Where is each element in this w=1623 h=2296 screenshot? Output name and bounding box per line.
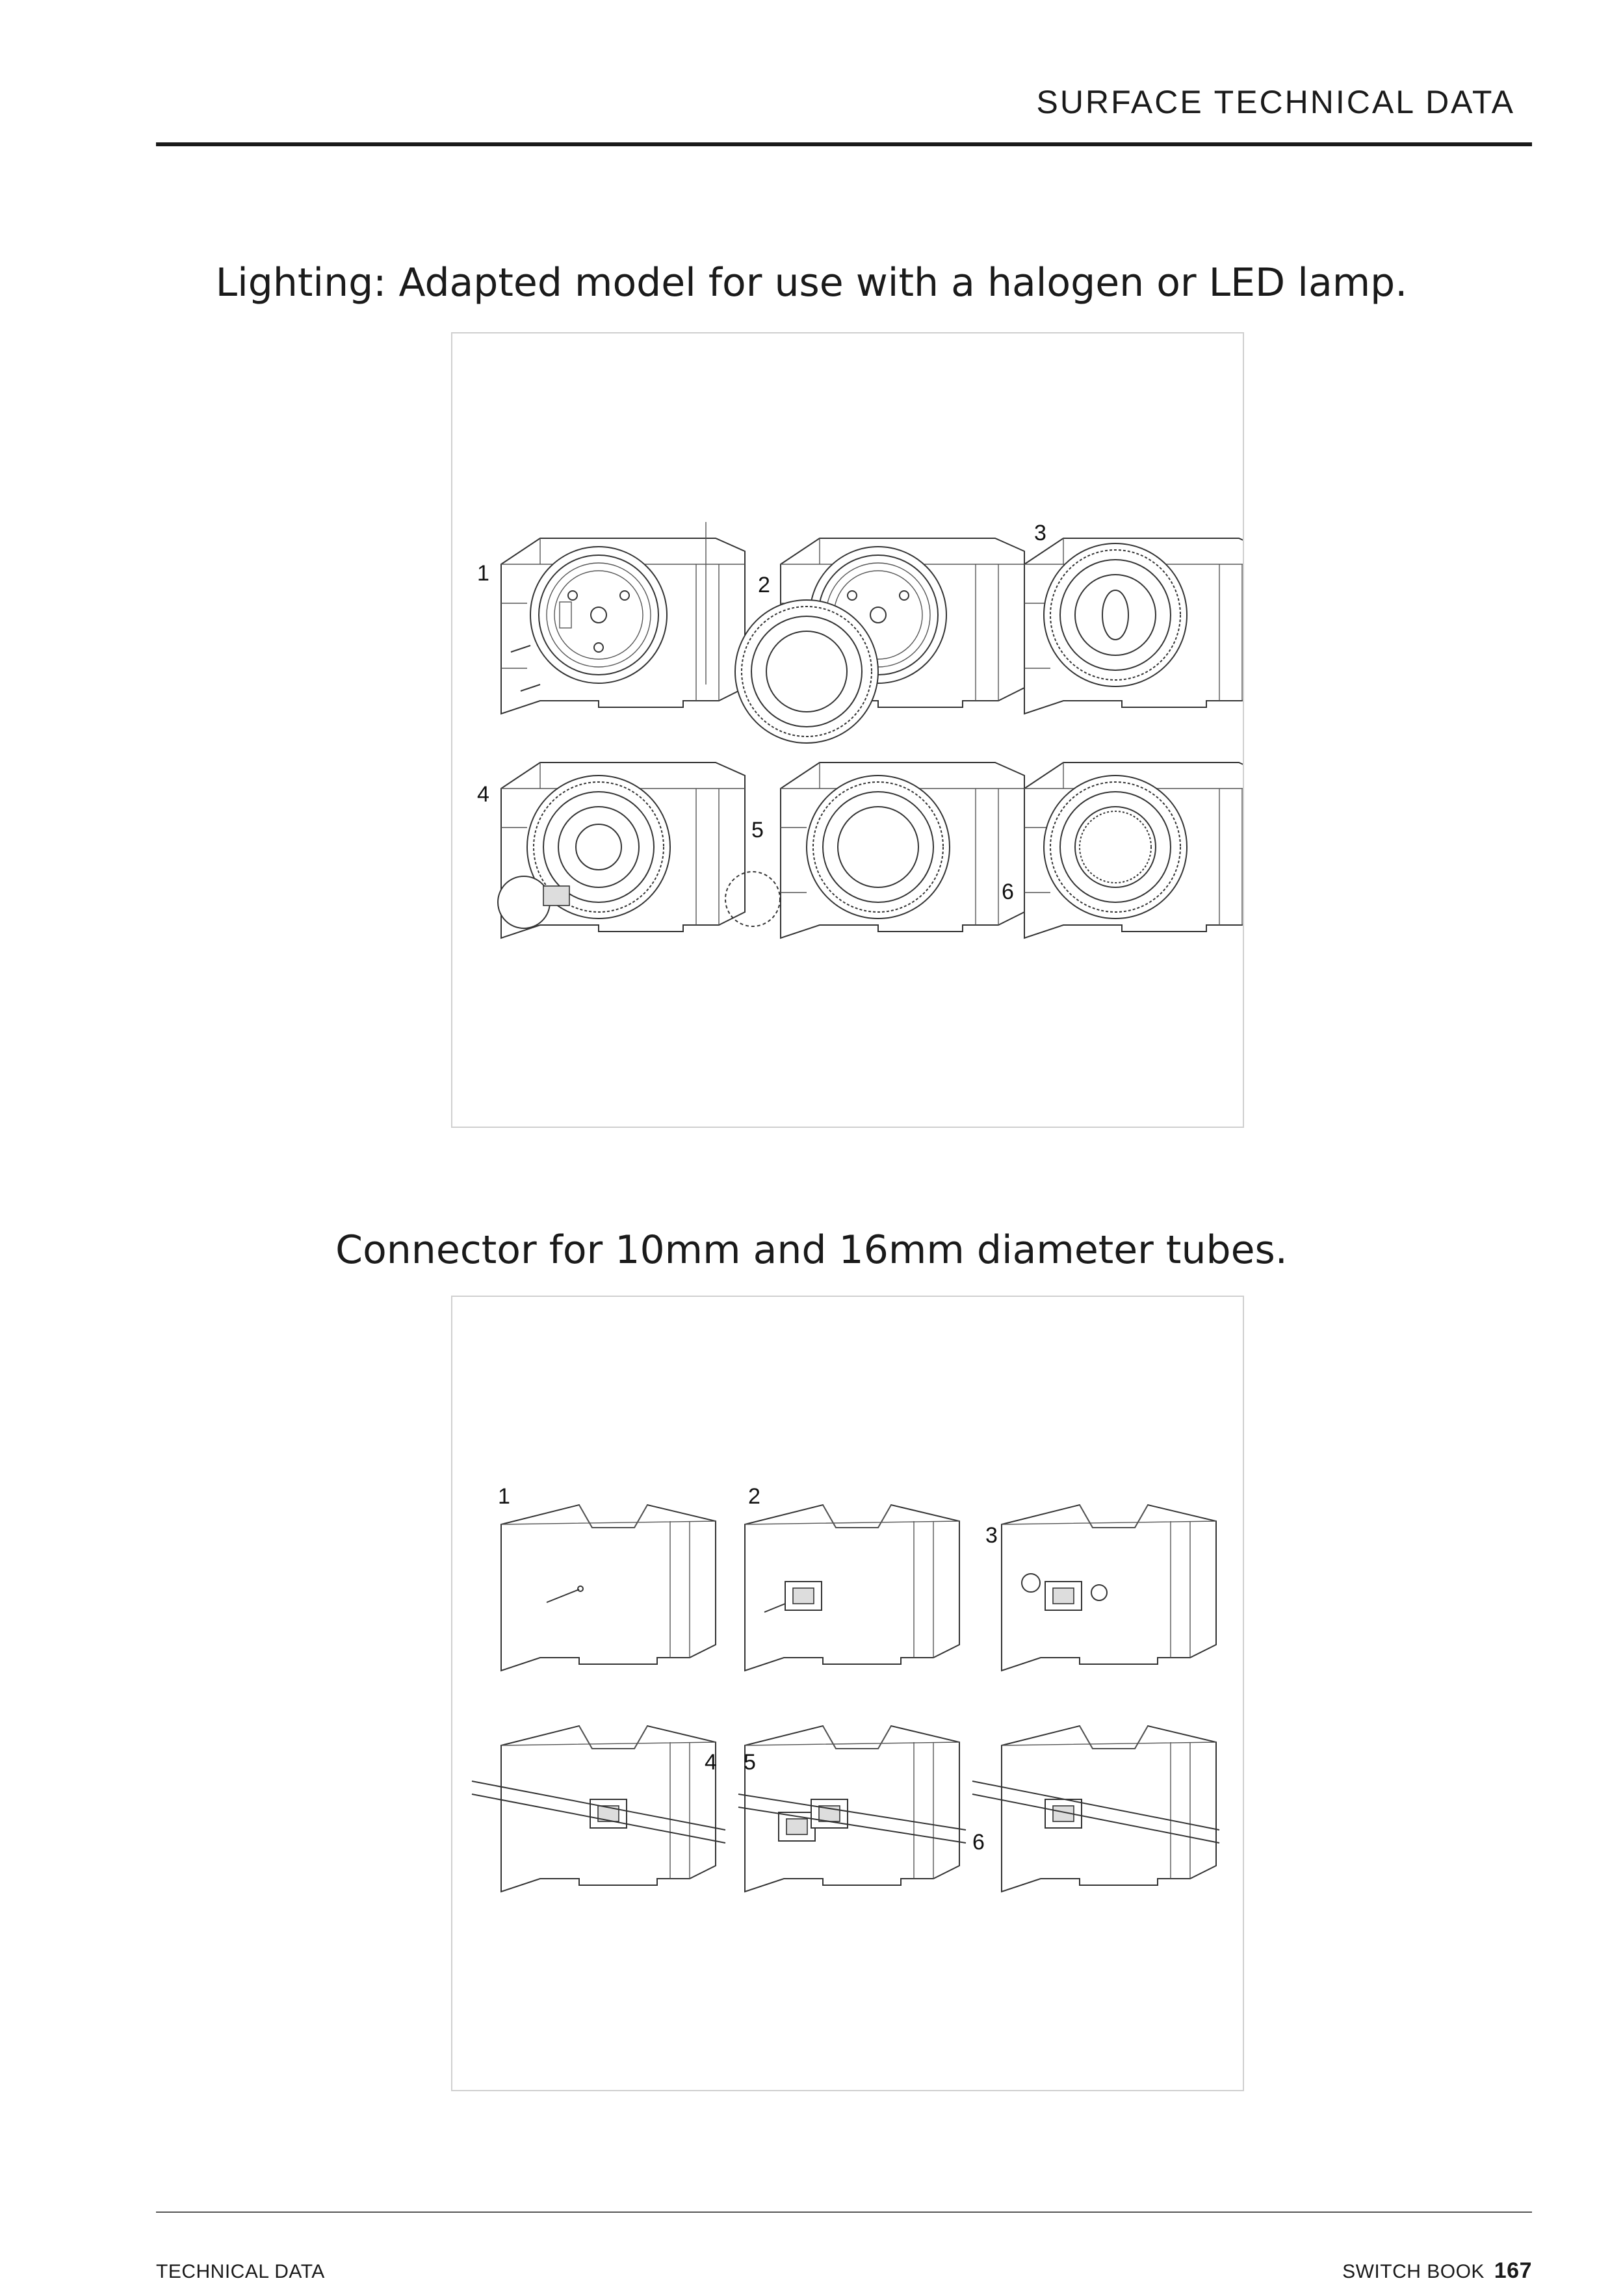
- lighting-step-6-label: 6: [1002, 880, 1014, 904]
- lighting-step-2-label: 2: [758, 573, 770, 597]
- lighting-step-1-label: 1: [477, 561, 489, 586]
- connector-step-5-label: 5: [744, 1750, 756, 1775]
- lighting-step-4-label: 4: [477, 782, 489, 807]
- footer-book-title: SWITCH BOOK: [1342, 2261, 1485, 2282]
- connector-step-1-label: 1: [498, 1484, 510, 1509]
- connector-assembly-diagram: [452, 1297, 1243, 2090]
- footer-book-info: [1342, 2258, 1532, 2284]
- connector-step-6-label: 6: [972, 1830, 985, 1855]
- lighting-assembly-diagram: [452, 333, 1243, 1127]
- header-divider: [156, 142, 1532, 146]
- connector-step-3-label: 3: [985, 1523, 998, 1548]
- lighting-section-heading: Lighting: Adapted model for use with a halogen or LED lamp.: [215, 260, 1408, 306]
- footer-divider: [156, 2211, 1532, 2213]
- connector-section-heading: Connector for 10mm and 16mm diameter tubes.: [335, 1227, 1288, 1273]
- footer-section-label: TECHNICAL DATA: [156, 2261, 325, 2282]
- connector-step-4-label: 4: [705, 1750, 717, 1775]
- connector-assembly-figure: [451, 1296, 1244, 2091]
- page-number: 167: [1494, 2258, 1532, 2283]
- lighting-step-3-label: 3: [1034, 521, 1046, 545]
- page-header-title: SURFACE TECHNICAL DATA: [1036, 84, 1515, 120]
- lighting-step-5-label: 5: [751, 818, 764, 842]
- connector-step-2-label: 2: [748, 1484, 760, 1509]
- lighting-assembly-figure: [451, 332, 1244, 1128]
